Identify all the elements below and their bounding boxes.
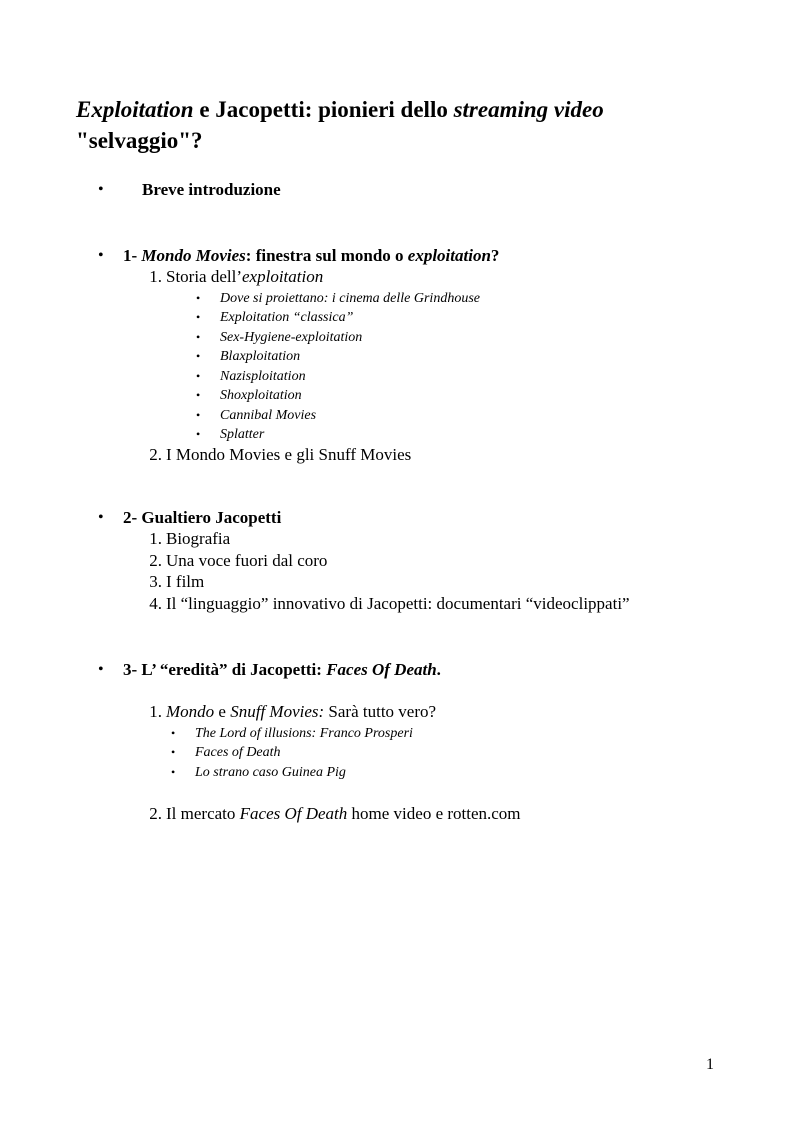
document-page: Exploitation e Jacopetti: pionieri dello streaming video "selvaggio"? • Breve introduzione • 1- Mondo Movies: finestra sul mondo o exploitation? 1. Storia dell’exploitation • Dove si proiettano: i cinema delle Grindhouse • Exploitation “classica” • Sex-Hygiene-exploitation • Blaxploitation • Nazisploitation • Shoxploitation • Cannibal Movies • Splatter 2. I Mondo Movies e gli Snuff Movies • 2- Gualtiero Jacopetti 1. Biografia 2. Una voce fuori dal coro 3. I film 4. Il “linguaggio” innovativo di Jacopetti: documentari “videoclippati” • 3- L’ “eredità” di Jacopetti: Faces Of Death. 1. Mondo e Snuff Movies: Sarà tutto vero? • The Lord of illusions: Franco Prosperi • Faces of Death • Lo strano caso Guinea Pig 2. Il mercato Faces Of Death home video e rotten.com 1 [0,0,793,1123]
intro-heading: Breve introduzione [142,180,281,199]
document-title [76,94,716,156]
title-part-4: "selvaggio"? [76,128,203,153]
section-1-heading: 1- Mondo Movies: finestra sul mondo o exploitation? [123,246,500,265]
section-2-heading: 2- Gualtiero Jacopetti [123,508,282,527]
bullet-icon: • [98,661,104,678]
title-part-1: Exploitation [76,97,194,122]
page-number: 1 [706,1056,714,1073]
section-3-heading: 3- L’ “eredità” di Jacopetti: Faces Of Death. [123,660,441,679]
bullet-icon: • [98,181,104,198]
bullet-icon: • [98,509,104,526]
bullet-icon: • [98,247,104,264]
title-part-2: e Jacopetti: pionieri dello [193,97,454,122]
title-part-3: streaming video [453,97,604,122]
